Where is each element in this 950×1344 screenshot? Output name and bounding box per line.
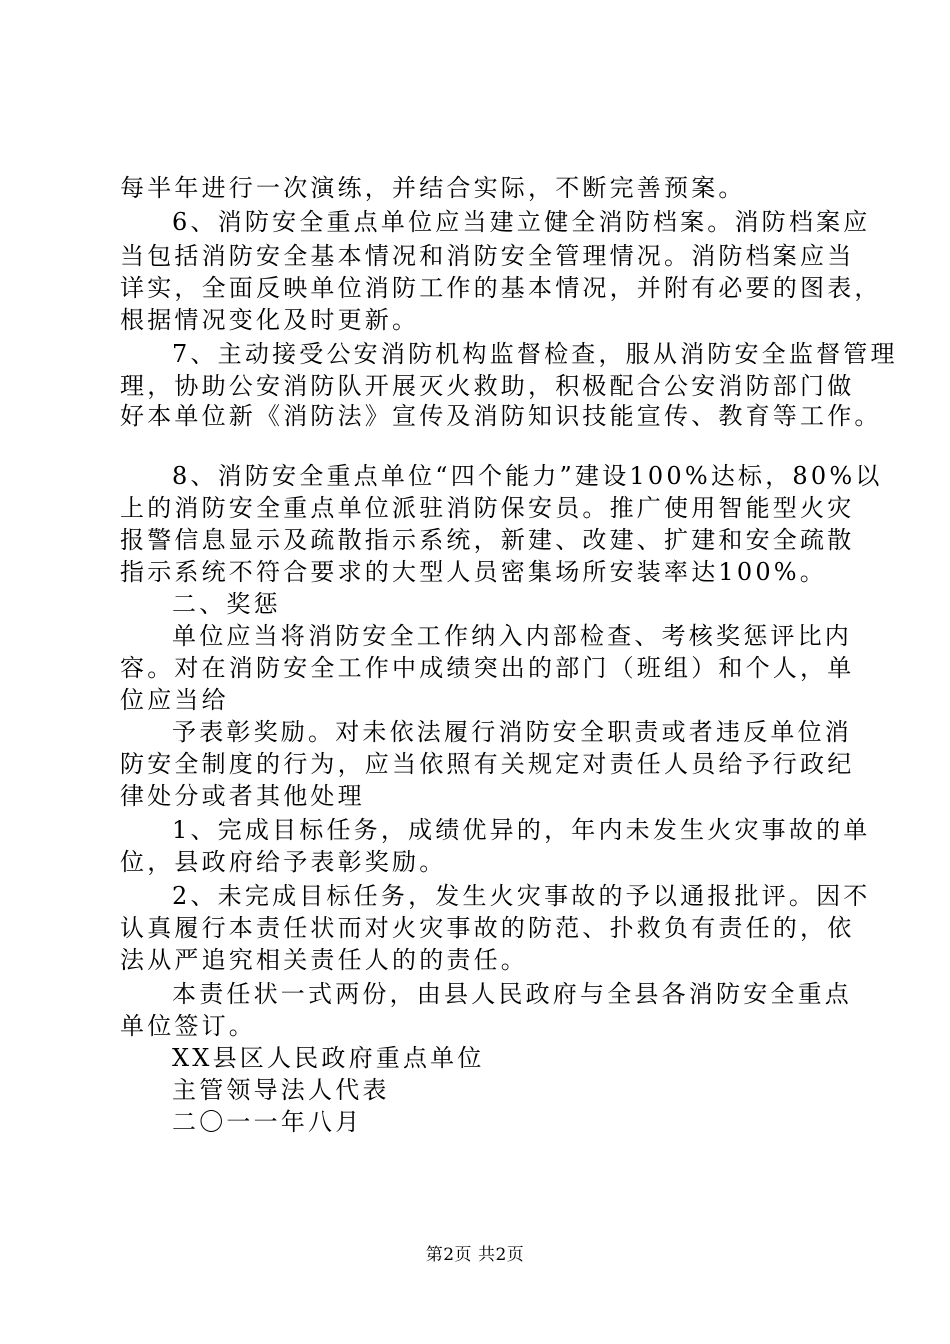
body-line: 单位签订。 — [120, 1012, 256, 1040]
body-line: 当包括消防安全基本情况和消防安全管理情况。消防档案应当 — [120, 242, 855, 270]
date-line: 二〇一一年八月 — [172, 1108, 363, 1136]
signature-line: XX县区人民政府重点单位 — [172, 1044, 485, 1072]
body-line: 位应当给 — [120, 686, 229, 714]
body-line: 律处分或者其他处理 — [120, 782, 365, 810]
body-line: 详实，全面反映单位消防工作的基本情况，并附有必要的图表， — [120, 274, 882, 302]
body-line: 认真履行本责任状而对火灾事故的防范、扑救负有责任的，依 — [120, 914, 855, 942]
signature-line: 主管领导法人代表 — [172, 1076, 390, 1104]
section-heading: 二、奖惩 — [172, 590, 281, 618]
body-line: 容。对在消防安全工作中成绩突出的部门（班组）和个人，单 — [120, 654, 855, 682]
page-number: 第2页 共2页 — [425, 1245, 525, 1265]
body-line: 理，协助公安消防队开展灭火救助，积极配合公安消防部门做 — [120, 372, 855, 400]
body-line: 根据情况变化及时更新。 — [120, 306, 420, 334]
body-line: 上的消防安全重点单位派驻消防保安员。推广使用智能型火灾 — [120, 494, 855, 522]
body-line: 好本单位新《消防法》宣传及消防知识技能宣传、教育等工作。 — [120, 402, 882, 430]
body-line: 8、消防安全重点单位“四个能力”建设100%达标，80%以 — [172, 462, 883, 490]
body-line: 1、完成目标任务，成绩优异的，年内未发生火灾事故的单 — [172, 816, 871, 844]
body-line: 2、未完成目标任务，发生火灾事故的予以通报批评。因不 — [172, 882, 871, 910]
body-line: 每半年进行一次演练，并结合实际，不断完善预案。 — [120, 174, 746, 202]
body-line: 指示系统不符合要求的大型人员密集场所安装率达100%。 — [120, 558, 828, 586]
body-line: 法从严追究相关责任人的的责任。 — [120, 946, 528, 974]
body-line: 报警信息显示及疏散指示系统，新建、改建、扩建和安全疏散 — [120, 526, 855, 554]
body-line: 6、消防安全重点单位应当建立健全消防档案。消防档案应 — [172, 208, 871, 236]
body-line: 本责任状一式两份，由县人民政府与全县各消防安全重点 — [172, 980, 852, 1008]
body-line: 予表彰奖励。对未依法履行消防安全职责或者违反单位消 — [172, 718, 852, 746]
body-line: 防安全制度的行为，应当依照有关规定对责任人员给予行政纪 — [120, 750, 855, 778]
body-line: 位，县政府给予表彰奖励。 — [120, 848, 447, 876]
body-line: 单位应当将消防安全工作纳入内部检查、考核奖惩评比内 — [172, 622, 852, 650]
body-line: 7、主动接受公安消防机构监督检查，服从消防安全监督管理 — [172, 340, 898, 368]
